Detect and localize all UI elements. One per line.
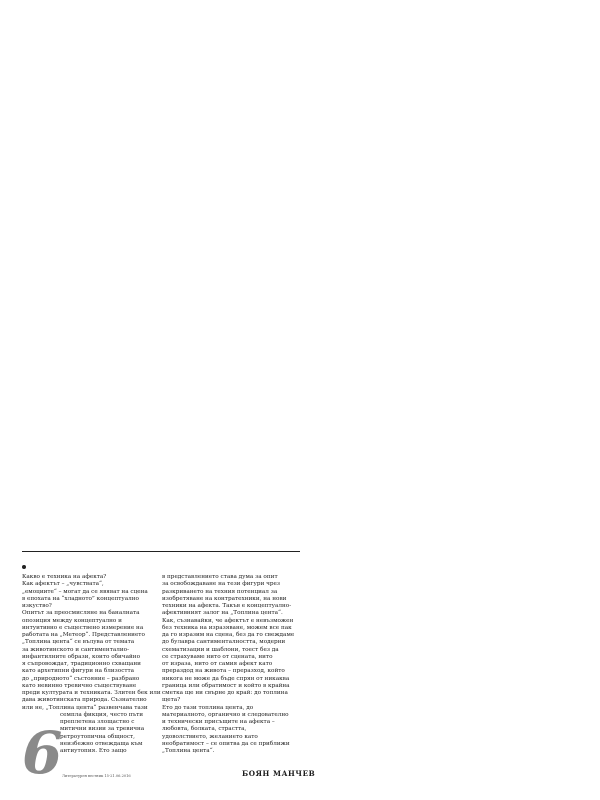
text-line: интуитивно е съществено измерение на (22, 624, 144, 631)
text-line: опозиция между концептуално и (22, 617, 122, 624)
text-line: удоволствието, желанието като (162, 733, 258, 740)
text-line: я съпровождат, традиционно схващани (22, 661, 141, 667)
text-line: щета? (162, 697, 181, 704)
text-line: за освобождаване на тези фигури чрез (162, 581, 280, 588)
text-line: материалното, органично и следователно (162, 711, 289, 718)
text-line: до „природното“ състояние – разбрано (22, 675, 140, 682)
text-line: изкуство? (22, 603, 52, 609)
text-line: от израза, нито от самия афект като (162, 661, 273, 667)
text-line: Ето до тази топлина цента, до (162, 704, 254, 711)
text-line: Какво е техника на афекта? (22, 574, 107, 580)
text-line: се страхуваме нито от сцената, нито (162, 653, 273, 660)
text-line: схематизации и шаблони, тоест без да (162, 646, 279, 653)
text-line: ретроутопична общност, (60, 733, 135, 740)
text-line: сметка ще ни свърне до край: до топлина (162, 690, 288, 696)
text-line: Как, съзнавайки, че афектът е невъзможен (162, 617, 294, 624)
text-line: „Топлина цента“. (162, 748, 215, 754)
publication-footer: Литературен вестник 15-21.06.2016 (62, 774, 131, 778)
text-line: за животинското и сантименталио- (22, 646, 129, 653)
text-line: като архетипни фигури на близостта (22, 668, 135, 675)
text-line: преди културата и техниката. Злитен бек или (22, 690, 161, 696)
text-line: или не, „Топлина цента“ развенчава тази (22, 704, 148, 711)
section-divider (22, 551, 300, 552)
text-line: никога не може да бъде спрян от никаква (162, 675, 290, 682)
text-line: и технически присъщите на афекта – (162, 719, 275, 725)
text-line: необратимост – се опитва да се приближи (162, 740, 290, 747)
text-line: антиутопия. Ето защо (60, 748, 127, 754)
text-line: инфантилните образи, които обичайно (22, 653, 140, 660)
text-line: Опитът за преосмисляне на баналната (22, 610, 140, 617)
text-line: без техника на изразяване, можем все пак (162, 624, 292, 631)
author-name: БОЯН МАНЧЕВ (242, 769, 316, 778)
text-line: неизбежно отвеждаща към (60, 740, 143, 747)
text-line: митични визии за тревична (60, 726, 145, 733)
text-line: афективният залог на „Топлина цента“. (162, 610, 283, 617)
text-line: изобретяване на контратехники, на нови (162, 595, 287, 602)
text-line: граница или обратимост и който в крайна (162, 682, 290, 689)
page-number: 6 (22, 719, 63, 787)
text-line: техники на афекта. Такъв е концептуално- (162, 603, 292, 609)
text-line: да го изразим на сцена, без да го свеждаме (162, 632, 295, 638)
text-line: „емоциите“ – могат да се явяват на сцена (22, 588, 148, 595)
text-line: в представлението става дума за опит (162, 574, 278, 580)
text-line: любовта, болката, страстта, (162, 726, 247, 733)
text-line: до булавра сантименталността, модерни (162, 639, 286, 646)
article-column-right (162, 574, 300, 755)
text-line: преплетена злощастно с (60, 719, 135, 725)
text-line: Как афектът – „чувствата“, (22, 581, 104, 588)
text-line: дава животинската природа. Съзнателно (22, 697, 147, 704)
text-line: разкриването на техния потенциал за (162, 588, 278, 595)
bullet-marker (22, 565, 26, 569)
text-line: семпла фикция, често пъти (60, 711, 144, 718)
text-line: „Топлина цента“ се вълува от темата (22, 639, 135, 646)
text-line: работата на „Метеор“. Представлението (22, 632, 145, 638)
text-line: прераздод на живота – преразход, който (162, 668, 285, 675)
text-line: в епохата на “хладното” концептуално (22, 595, 139, 602)
text-line: като невинно тревично съществуване (22, 682, 137, 689)
